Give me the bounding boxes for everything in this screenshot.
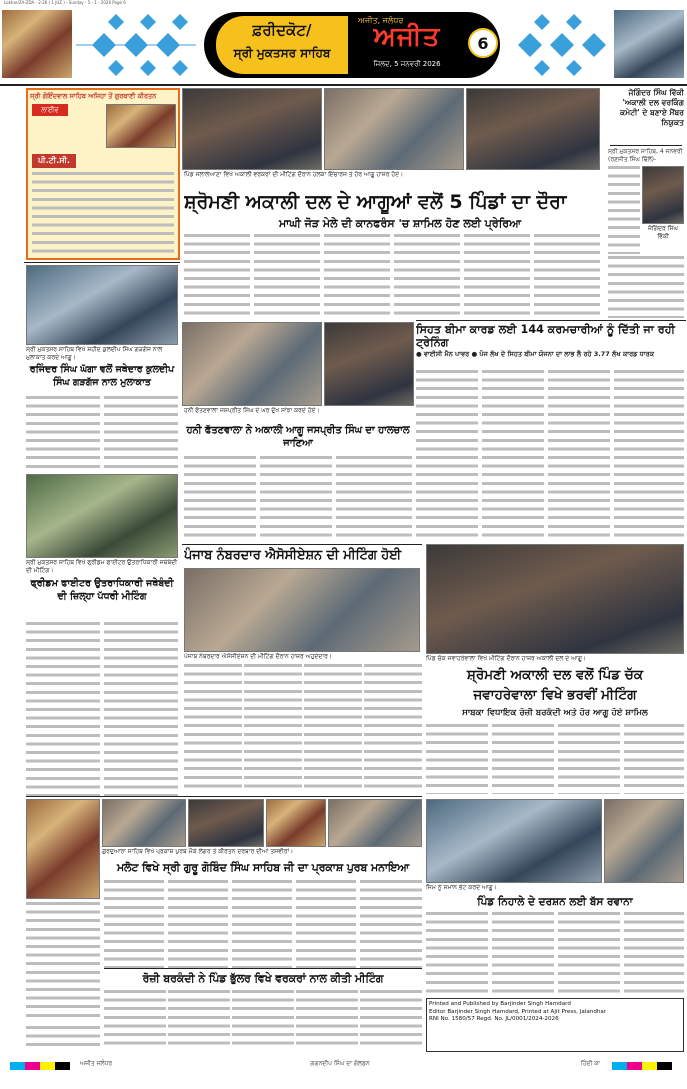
condolence-photo-2 (324, 322, 414, 406)
chak-photo (426, 544, 684, 654)
imprint-line-3: RNI No. 1580/57 Regd. No. JL/0001/2024-2026 (429, 1016, 559, 1022)
masthead-kite-pattern-right (504, 12, 614, 78)
training-top-rule (416, 320, 686, 321)
right-headline-rule (610, 145, 682, 146)
footer-right-text: ਹਿੰਦੀ ਕਾ (580, 1060, 600, 1067)
condolence-col-2 (260, 456, 332, 540)
numberdar-col-4 (364, 664, 422, 792)
region-line-2: ਸ੍ਰੀ ਮੁਕਤਸਰ ਸਾਹਿਬ (233, 46, 331, 60)
masthead-kite-pattern (72, 12, 200, 78)
gym-col-2 (492, 912, 554, 996)
bottom-rule (104, 968, 422, 969)
masthead-rule (0, 84, 687, 86)
chak-col-2 (492, 724, 554, 794)
meeting-col-1 (26, 396, 100, 470)
gym-caption: ਜਿਮ ਨੂੰ ਸਮਾਨ ਭੇਟ ਕਰਦੇ ਆਗੂ। (426, 884, 497, 891)
training-col-3 (548, 370, 610, 540)
freedom-photo (26, 474, 178, 558)
right-column-dateline: ਸ੍ਰੀ ਮੁਕਤਸਰ ਸਾਹਿਬ, 4 ਜਨਵਰੀ (ਰਣਜੀਤ ਸਿੰਘ ਢਿੱਲੋਂ)- (608, 148, 683, 163)
top-story-col-6 (534, 234, 600, 318)
page-number: 6 (477, 34, 489, 53)
numberdar-col-2 (244, 664, 302, 792)
page-number-badge (468, 28, 498, 58)
parkash-col-3 (168, 880, 228, 968)
left-bottom-col (26, 1026, 100, 1052)
bottom-col-2 (168, 990, 230, 1050)
top-story-col-3 (324, 234, 390, 318)
region-title (216, 16, 348, 74)
chak-subhead: ਸਾਬਕਾ ਵਿਧਾਇਕ ਰੋਜ਼ੀ ਬਰਕੰਦੀ ਅਤੇ ਹੋਰ ਆਗੂ ਹੋਏ ਸ਼ਾਮਿਲ (462, 708, 648, 718)
right-column-body-a (608, 166, 640, 254)
top-photo-2 (324, 88, 464, 170)
gym-col-1 (426, 912, 488, 996)
top-story-col-5 (464, 234, 530, 318)
parkash-headline: ਮਲੋਟ ਵਿਖੇ ਸ੍ਰੀ ਗੁਰੂ ਗੋਬਿੰਦ ਸਿੰਘ ਸਾਹਿਬ ਜੀ ਦਾ ਪ੍ਰਕਾਸ਼ ਪੁਰਬ ਮਨਾਇਆ (116, 861, 410, 874)
numberdar-headline: ਪੰਜਾਬ ਨੰਬਰਦਾਰ ਐਸੋਸੀਏਸ਼ਨ ਦੀ ਮੀਟਿੰਗ ਹੋਈ (184, 548, 401, 563)
right-column-headline: ਜੋਗਿੰਦਰ ਸਿੰਘ ਵਿੱਕੀ 'ਅਕਾਲੀ ਦਲ ਵਰਕਿੰਗ ਕਮੇਟੀ' ਦੇ ਬਣਾਏ ਮੈਂਬਰ ਨਿਯੁਕਤ (620, 88, 684, 127)
color-registration-right (612, 1062, 672, 1070)
top-story-caption: ਪਿੰਡ ਜਲਾਲੇਆਣਾ ਵਿਖੇ ਅਕਾਲੀ ਵਰਕਰਾਂ ਦੀ ਮੀਟਿੰਗ ਦੌਰਾਨ ਹਲਕਾ ਇੰਚਾਰਜ ਤੇ ਹੋਰ ਆਗੂ ਹਾਜ਼ਰ ਹੋਏ। (184, 171, 404, 178)
print-strip: Lokhar/ZA-ZDA - 2-26 ( 1 JUZ ) - Sunday - 5 - 1 - 2026 Page 6 (4, 0, 126, 5)
golden-temple-photo (106, 104, 176, 148)
paper-name: ਅਜੀਤ (373, 22, 441, 52)
footer-left-text: ਅਜੀਤ ਜਲੰਧਰ (80, 1060, 113, 1067)
chak-headline-line-1: ਸ਼੍ਰੋਮਣੀ ਅਕਾਲੀ ਦਲ ਵਲੋਂ ਪਿੰਡ ਚੱਕ (466, 667, 644, 683)
top-photo-1 (182, 88, 322, 170)
advert-live-badge: ਲਾਈਵ (32, 104, 68, 116)
parkash-photo-1 (26, 799, 100, 899)
parkash-photo-5 (328, 799, 422, 847)
masthead (0, 6, 687, 84)
chak-col-1 (426, 724, 488, 794)
condolence-caption: ਹਨੀ ਫੱਤਣਵਾਲਾ ਜਸਪ੍ਰੀਤ ਸਿੰਘ ਦੇ ਘਰ ਦੁੱਖ ਸਾਂਝਾ ਕਰਦੇ ਹੋਏ। (184, 407, 320, 414)
imprint-line-1: Printed and Published by Barjinder Singh Hamdard (429, 1001, 571, 1007)
advert-ptc-logo: ਪੀ.ਟੀ.ਸੀ. (32, 154, 76, 168)
freedom-col-1 (26, 622, 100, 802)
numberdar-caption: ਪੰਜਾਬ ਨੰਬਰਦਾਰ ਐਸੋਸੀਏਸ਼ਨ ਦੀ ਮੀਟਿੰਗ ਦੌਰਾਨ ਹਾਜ਼ਰ ਅਹੁਦੇਦਾਰ। (184, 653, 332, 660)
parkash-caption: ਗੁਰਦੁਆਰਾ ਸਾਹਿਬ ਵਿਖੇ ਪ੍ਰਕਾਸ਼ ਪੁਰਬ ਮੌਕੇ ਲੰਗਰ ਤੇ ਕੀਰਤਨ ਦਰਬਾਰ ਦੀਆਂ ਤਸਵੀਰਾਂ। (102, 848, 294, 855)
parkash-col-6 (360, 880, 422, 968)
bottom-col-5 (360, 990, 422, 1050)
parkash-photo-3 (188, 799, 264, 847)
parkash-col-2 (104, 880, 164, 968)
condolence-photo-1 (182, 322, 322, 406)
parkash-col-4 (232, 880, 292, 968)
footer-bar (0, 1056, 687, 1089)
bottom-col-3 (232, 990, 294, 1050)
date-line: ਜਿਲਦ, 5 ਜਨਵਰੀ 2026 (373, 60, 441, 68)
top-story-col-2 (254, 234, 320, 318)
numberdar-rule (182, 544, 422, 545)
region-line-1: ਫ਼ਰੀਦਕੋਟ/ (252, 21, 312, 39)
right-portrait-photo (642, 166, 684, 224)
color-registration-left (10, 1062, 70, 1070)
masthead-right-photo (614, 10, 684, 78)
freedom-caption: ਸ੍ਰੀ ਮੁਕਤਸਰ ਸਾਹਿਬ ਵਿਖੇ ਫ੍ਰੀਡਮ ਫਾਈਟਰ ਉਤਰਾਧਿਕਾਰੀ ਜਥੇਬੰਦੀ ਦੀ ਮੀਟਿੰਗ। (26, 559, 177, 574)
freedom-headline: ਫ੍ਰੀਡਮ ਫਾਈਟਰ ਉਤਰਾਧਿਕਾਰੀ ਜਥੇਬੰਦੀ ਦੀ ਜ਼ਿਲ੍ਹਾ ਪੱਧਰੀ ਮੀਟਿੰਗ (30, 578, 174, 602)
top-story-subhead: ਮਾਘੀ ਜੋੜ ਮੇਲੇ ਦੀ ਕਾਨਫਰੰਸ 'ਚ ਸ਼ਾਮਿਲ ਹੋਣ ਲਈ ਪ੍ਰੇਰਿਆ (278, 217, 522, 230)
parkash-photo-4 (266, 799, 326, 847)
imprint-box (426, 998, 684, 1052)
masthead-left-photo (2, 10, 72, 78)
imprint-line-2: Editor Barjinder Singh Hamdard, Printed at Ajit Press, Jalandhar (429, 1008, 607, 1015)
gym-photo-1 (426, 799, 602, 883)
parkash-rule (26, 796, 422, 797)
training-col-2 (482, 370, 544, 540)
chak-col-4 (624, 724, 684, 794)
meeting-caption: ਸ੍ਰੀ ਮੁਕਤਸਰ ਸਾਹਿਬ ਵਿਖੇ ਸ਼ਹੀਦ ਕੁਲਦੀਪ ਸਿੰਘ ਗੜਗੱਜ ਨਾਲ ਮੁਲਾਕਾਤ ਕਰਦੇ ਆਗੂ। (26, 346, 163, 361)
gym-col-4 (624, 912, 684, 996)
top-story-col-1 (184, 234, 250, 318)
meeting-headline: ਰਜਿੰਦਰ ਸਿੰਘ ਘੱਗਾ ਵਲੋਂ ਜਥੇਦਾਰ ਕੁਲਦੀਪ ਸਿੰਘ ਗੜਗੱਜ ਨਾਲ ਮੁਲਾਕਾਤ (29, 364, 175, 388)
gym-photo-2 (604, 799, 684, 883)
right-portrait-caption: ਜੋਗਿੰਦਰ ਸਿੰਘ ਵਿੱਕੀ (647, 225, 679, 240)
training-kicker: ● ਵਾਈਸੀ ਮੈਨ ਪਾਵਰ ● ਪੰਜ ਲੱਖ ਦੇ ਸਿਹਤ ਬੀਮਾ ਯੋਜਨਾ ਦਾ ਲਾਭ ਲੈ ਰਹੇ 3.77 ਲੱਖ ਕਾਰਡ ਧਾਰਕ (416, 350, 655, 358)
parkash-col-1 (26, 902, 100, 1022)
chak-headline-line-2: ਜਵਾਹਰੇਵਾਲਾ ਵਿਖੇ ਭਰਵੀਂ ਮੀਟਿੰਗ (473, 687, 637, 703)
meeting-photo (26, 265, 178, 345)
parkash-col-5 (296, 880, 356, 968)
top-story-headline: ਸ਼੍ਰੋਮਣੀ ਅਕਾਲੀ ਦਲ ਦੇ ਆਗੂਆਂ ਵਲੋਂ 5 ਪਿੰਡਾਂ ਦਾ ਦੌਰਾ (184, 191, 567, 213)
training-col-1 (416, 370, 478, 540)
paper-tag: ਅਜੀਤ, ਜਲੰਧਰ (358, 16, 404, 25)
condolence-col-1 (184, 456, 256, 540)
parkash-photo-2 (102, 799, 186, 847)
advert-box (26, 88, 180, 260)
gym-col-3 (558, 912, 620, 996)
meeting-col-2 (104, 396, 178, 470)
top-story-col-4 (394, 234, 460, 318)
footer-center-text: ਗਗਨਦੀਪ ਸਿੰਘ ਦਾ ਗੋਲਡਨ (310, 1060, 370, 1067)
freedom-col-2 (104, 622, 178, 802)
left-rule-1 (24, 262, 180, 263)
condolence-col-3 (336, 456, 412, 540)
chak-col-3 (558, 724, 620, 794)
numberdar-col-3 (304, 664, 362, 792)
advert-title: ਸ੍ਰੀ ਗੋਇੰਦਵਾਲ ਸਾਹਿਬ ਅਜਿਹਾ ਤੋਂ ਗੁਰਬਾਣੀ ਕੀਰਤਨ (30, 92, 157, 100)
bottom-headline: ਰੋਜ਼ੀ ਬਰਕੰਦੀ ਨੇ ਪਿੰਡ ਭੁੱਲਰ ਵਿਖੇ ਵਰਕਰਾਂ ਨਾਲ ਕੀਤੀ ਮੀਟਿੰਗ (142, 972, 384, 985)
gym-headline: ਪਿੰਡ ਨਿਹਾਲੇ ਦੇ ਦਰਸ਼ਨ ਲਈ ਬੱਸ ਰਵਾਨਾ (477, 896, 633, 908)
training-headline: ਸਿਹਤ ਬੀਮਾ ਕਾਰਡ ਲਈ 144 ਕਰਮਚਾਰੀਆਂ ਨੂੰ ਦਿੱਤੀ ਜਾ ਰਹੀ ਟ੍ਰੇਨਿੰਗ (416, 323, 676, 349)
top-photo-3 (466, 88, 600, 170)
chak-caption: ਪਿੰਡ ਚੱਕ ਜਵਾਹਰੇਵਾਲਾ ਵਿਖੇ ਮੀਟਿੰਗ ਦੌਰਾਨ ਹਾਜ਼ਰ ਅਕਾਲੀ ਦਲ ਦੇ ਆਗੂ। (426, 655, 586, 662)
right-column-body-b (608, 256, 684, 318)
numberdar-photo (184, 568, 420, 652)
condolence-headline: ਹਨੀ ਫੱਤਣਵਾਲਾ ਨੇ ਅਕਾਲੀ ਆਗੂ ਜਸਪ੍ਰੀਤ ਸਿੰਘ ਦਾ ਹਾਲਚਾਲ ਜਾਣਿਆ (186, 425, 410, 449)
numberdar-col-1 (184, 664, 242, 792)
advert-body (32, 172, 174, 256)
bottom-col-1 (104, 990, 166, 1050)
bottom-col-4 (296, 990, 358, 1050)
training-col-4 (614, 370, 684, 540)
